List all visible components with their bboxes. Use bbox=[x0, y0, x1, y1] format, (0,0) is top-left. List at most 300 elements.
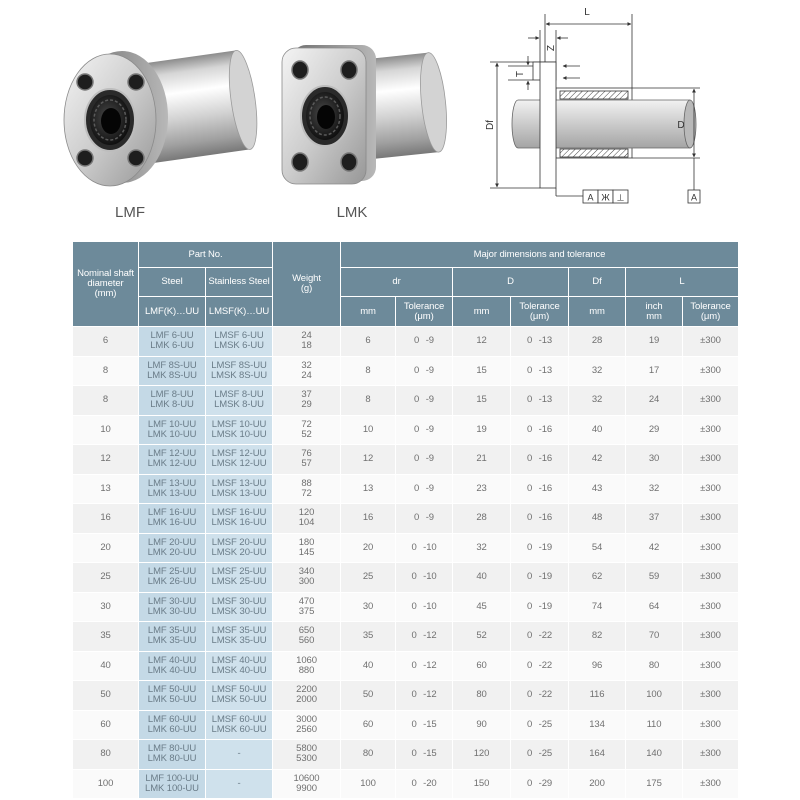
L-tolerance-cell: ±300 bbox=[683, 356, 739, 386]
header-major-dimensions: Major dimensions and tolerance bbox=[341, 242, 739, 268]
L-mm-cell: 42 bbox=[626, 533, 683, 563]
table-row bbox=[73, 651, 739, 681]
steel-part-lmf: LMF 16-UU bbox=[147, 507, 197, 519]
dr-mm-cell: 6 bbox=[341, 327, 396, 357]
D-tolerance-cell: 0 -29 bbox=[511, 769, 569, 799]
steel-part-cell bbox=[139, 386, 206, 416]
L-mm-cell: 64 bbox=[626, 592, 683, 622]
nominal-cell: 20 bbox=[73, 533, 139, 563]
steel-part-cell bbox=[139, 622, 206, 652]
stainless-part-lmsk: LMSK 8S-UU bbox=[211, 369, 268, 381]
header-D: D bbox=[453, 268, 569, 297]
product-figures bbox=[0, 0, 800, 236]
technical-drawing bbox=[485, 7, 700, 203]
lmk-bearing-image bbox=[282, 45, 451, 221]
weight-lmk: 9900 bbox=[296, 782, 317, 794]
stainless-part-lmsf: - bbox=[237, 748, 241, 760]
dr-mm-cell: 12 bbox=[341, 445, 396, 475]
Df-mm-cell: 62 bbox=[569, 563, 626, 593]
table-row bbox=[73, 533, 739, 563]
D-tolerance-cell: 0 -16 bbox=[511, 504, 569, 534]
stainless-part-lmsk: LMSK 30-UU bbox=[211, 605, 267, 617]
weight-lmf: 650 bbox=[298, 625, 315, 637]
L-tolerance-cell: ±300 bbox=[683, 474, 739, 504]
table-row bbox=[73, 622, 739, 652]
dr-tolerance-cell: 0 -9 bbox=[396, 504, 453, 534]
Df-mm-cell: 32 bbox=[569, 386, 626, 416]
table-row bbox=[73, 415, 739, 445]
steel-part-cell bbox=[139, 474, 206, 504]
D-tolerance-cell: 0 -16 bbox=[511, 474, 569, 504]
header-stainless-code: LMSF(K)…UU bbox=[206, 297, 273, 327]
stainless-part-cell bbox=[206, 651, 273, 681]
header-weight: Weight (g) bbox=[273, 242, 341, 327]
steel-part-cell bbox=[139, 740, 206, 770]
dr-tolerance-cell: 0 -9 bbox=[396, 415, 453, 445]
lmf-label: LMF bbox=[115, 204, 145, 221]
Df-mm-cell: 54 bbox=[569, 533, 626, 563]
lmk-mounting-hole bbox=[292, 153, 308, 171]
stainless-part-lmsk: LMSK 25-UU bbox=[211, 576, 267, 588]
D-tolerance-cell: 0 -19 bbox=[511, 592, 569, 622]
steel-part-lmf: LMF 8-UU bbox=[150, 389, 194, 401]
steel-part-lmf: LMF 20-UU bbox=[147, 536, 197, 548]
weight-lmk: 5300 bbox=[296, 753, 317, 765]
D-tolerance-cell: 0 -22 bbox=[511, 681, 569, 711]
table-row bbox=[73, 356, 739, 386]
dr-tolerance-cell: 0 -9 bbox=[396, 386, 453, 416]
stainless-part-lmsk: LMSK 8-UU bbox=[214, 399, 264, 411]
weight-lmf: 120 bbox=[298, 507, 315, 519]
weight-cell bbox=[273, 769, 341, 799]
Df-mm-cell: 82 bbox=[569, 622, 626, 652]
stainless-part-cell bbox=[206, 681, 273, 711]
header-steel-code: LMF(K)…UU bbox=[139, 297, 206, 327]
Df-mm-cell: 40 bbox=[569, 415, 626, 445]
L-mm-cell: 17 bbox=[626, 356, 683, 386]
D-tolerance-cell: 0 -16 bbox=[511, 415, 569, 445]
label-Df: Df bbox=[485, 120, 496, 130]
dr-tolerance-cell: 0 -9 bbox=[396, 445, 453, 475]
steel-part-cell bbox=[139, 504, 206, 534]
D-mm-cell: 90 bbox=[453, 710, 511, 740]
steel-part-lmk: LMK 12-UU bbox=[147, 458, 197, 470]
table-row bbox=[73, 563, 739, 593]
stainless-part-cell bbox=[206, 592, 273, 622]
D-mm-cell: 19 bbox=[453, 415, 511, 445]
steel-part-lmk: LMK 16-UU bbox=[147, 517, 197, 529]
stainless-part-lmsf: - bbox=[237, 777, 241, 789]
Df-mm-cell: 28 bbox=[569, 327, 626, 357]
nominal-cell: 8 bbox=[73, 356, 139, 386]
steel-part-lmf: LMF 30-UU bbox=[147, 595, 197, 607]
steel-part-lmf: LMF 12-UU bbox=[147, 448, 197, 460]
weight-cell bbox=[273, 327, 341, 357]
L-mm-cell: 30 bbox=[626, 445, 683, 475]
weight-cell bbox=[273, 681, 341, 711]
dr-mm-cell: 60 bbox=[341, 710, 396, 740]
D-mm-cell: 52 bbox=[453, 622, 511, 652]
header-D-tolerance: Tolerance (μm) bbox=[511, 297, 569, 327]
D-tolerance-cell: 0 -19 bbox=[511, 563, 569, 593]
stainless-part-lmsf: LMSF 20-UU bbox=[211, 536, 267, 548]
D-mm-cell: 23 bbox=[453, 474, 511, 504]
stainless-part-lmsf: LMSF 25-UU bbox=[211, 566, 267, 578]
dr-tolerance-cell: 0 -10 bbox=[396, 592, 453, 622]
stainless-part-cell bbox=[206, 563, 273, 593]
stainless-part-lmsk: LMSK 10-UU bbox=[211, 428, 267, 440]
L-mm-cell: 29 bbox=[626, 415, 683, 445]
table-row bbox=[73, 740, 739, 770]
dr-tolerance-cell: 0 -9 bbox=[396, 356, 453, 386]
frame-symbol: A bbox=[587, 192, 594, 203]
header-D-mm: mm bbox=[453, 297, 511, 327]
table-row bbox=[73, 386, 739, 416]
stainless-part-cell bbox=[206, 622, 273, 652]
D-tolerance-cell: 0 -19 bbox=[511, 533, 569, 563]
weight-cell bbox=[273, 356, 341, 386]
header-Df-mm: mm bbox=[569, 297, 626, 327]
steel-part-lmk: LMK 20-UU bbox=[147, 546, 197, 558]
spec-table bbox=[72, 241, 739, 799]
dr-mm-cell: 35 bbox=[341, 622, 396, 652]
steel-part-cell bbox=[139, 415, 206, 445]
weight-lmk: 52 bbox=[301, 428, 312, 440]
shaft bbox=[512, 100, 690, 148]
steel-part-lmk: LMK 8S-UU bbox=[147, 369, 197, 381]
L-tolerance-cell: ±300 bbox=[683, 710, 739, 740]
lmk-mounting-hole bbox=[341, 61, 357, 79]
weight-lmk: 29 bbox=[301, 399, 312, 411]
weight-lmk: 145 bbox=[298, 546, 315, 558]
stainless-part-lmsf: LMSF 40-UU bbox=[211, 654, 267, 666]
weight-lmk: 57 bbox=[301, 458, 312, 470]
nominal-cell: 80 bbox=[73, 740, 139, 770]
weight-cell bbox=[273, 710, 341, 740]
steel-part-lmk: LMK 80-UU bbox=[147, 753, 197, 765]
weight-cell bbox=[273, 651, 341, 681]
lmf-mounting-hole bbox=[77, 150, 93, 166]
datum-label: A bbox=[690, 192, 698, 203]
steel-part-lmk: LMK 10-UU bbox=[147, 428, 197, 440]
stainless-part-cell bbox=[206, 356, 273, 386]
Df-mm-cell: 48 bbox=[569, 504, 626, 534]
weight-cell bbox=[273, 740, 341, 770]
stainless-part-lmsk: LMSK 40-UU bbox=[211, 664, 267, 676]
nominal-cell: 16 bbox=[73, 504, 139, 534]
dr-tolerance-cell: 0 -12 bbox=[396, 622, 453, 652]
steel-part-lmk: LMK 8-UU bbox=[150, 399, 194, 411]
stainless-part-lmsk: LMSK 60-UU bbox=[211, 723, 267, 735]
D-mm-cell: 80 bbox=[453, 681, 511, 711]
label-T: T bbox=[515, 70, 526, 78]
steel-part-lmf: LMF 80-UU bbox=[147, 743, 197, 755]
steel-part-lmf: LMF 6-UU bbox=[150, 330, 194, 342]
stainless-part-lmsk: LMSK 12-UU bbox=[211, 458, 267, 470]
steel-part-lmf: LMF 50-UU bbox=[147, 684, 197, 696]
weight-lmf: 72 bbox=[301, 418, 312, 430]
weight-lmf: 3000 bbox=[296, 713, 317, 725]
header-dr-tolerance: Tolerance (μm) bbox=[396, 297, 453, 327]
Df-mm-cell: 74 bbox=[569, 592, 626, 622]
steel-part-cell bbox=[139, 681, 206, 711]
D-tolerance-cell: 0 -22 bbox=[511, 622, 569, 652]
header-row bbox=[73, 268, 739, 297]
L-mm-cell: 110 bbox=[626, 710, 683, 740]
steel-part-cell bbox=[139, 327, 206, 357]
L-mm-cell: 175 bbox=[626, 769, 683, 799]
dr-mm-cell: 25 bbox=[341, 563, 396, 593]
D-mm-cell: 45 bbox=[453, 592, 511, 622]
L-tolerance-cell: ±300 bbox=[683, 769, 739, 799]
L-tolerance-cell: ±300 bbox=[683, 740, 739, 770]
weight-lmf: 340 bbox=[298, 566, 315, 578]
L-tolerance-cell: ±300 bbox=[683, 533, 739, 563]
steel-part-lmk: LMK 35-UU bbox=[147, 635, 197, 647]
D-mm-cell: 150 bbox=[453, 769, 511, 799]
lmk-mounting-hole bbox=[341, 153, 357, 171]
weight-lmf: 88 bbox=[301, 477, 312, 489]
steel-part-lmk: LMK 50-UU bbox=[147, 694, 197, 706]
stainless-part-lmsf: LMSF 16-UU bbox=[211, 507, 267, 519]
header-row bbox=[73, 242, 739, 268]
weight-lmk: 104 bbox=[298, 517, 315, 529]
steel-part-cell bbox=[139, 710, 206, 740]
dr-tolerance-cell: 0 -12 bbox=[396, 681, 453, 711]
weight-lmf: 5800 bbox=[296, 743, 317, 755]
dr-tolerance-cell: 0 -12 bbox=[396, 651, 453, 681]
table-row bbox=[73, 445, 739, 475]
weight-lmk: 880 bbox=[298, 664, 315, 676]
stainless-part-cell bbox=[206, 386, 273, 416]
nominal-cell: 40 bbox=[73, 651, 139, 681]
dr-mm-cell: 50 bbox=[341, 681, 396, 711]
label-L: L bbox=[584, 7, 590, 18]
steel-part-lmf: LMF 10-UU bbox=[147, 418, 197, 430]
L-mm-cell: 37 bbox=[626, 504, 683, 534]
dr-mm-cell: 13 bbox=[341, 474, 396, 504]
L-tolerance-cell: ±300 bbox=[683, 681, 739, 711]
weight-lmf: 2200 bbox=[296, 684, 317, 696]
Df-mm-cell: 32 bbox=[569, 356, 626, 386]
lmf-bore bbox=[85, 89, 135, 151]
L-tolerance-cell: ±300 bbox=[683, 386, 739, 416]
steel-part-lmf: LMF 8S-UU bbox=[147, 359, 197, 371]
stainless-part-lmsf: LMSF 13-UU bbox=[211, 477, 267, 489]
L-tolerance-cell: ±300 bbox=[683, 445, 739, 475]
L-mm-cell: 80 bbox=[626, 651, 683, 681]
header-part-no: Part No. bbox=[139, 242, 273, 268]
weight-cell bbox=[273, 622, 341, 652]
D-mm-cell: 12 bbox=[453, 327, 511, 357]
D-tolerance-cell: 0 -22 bbox=[511, 651, 569, 681]
D-tolerance-cell: 0 -13 bbox=[511, 386, 569, 416]
Df-mm-cell: 96 bbox=[569, 651, 626, 681]
steel-part-cell bbox=[139, 445, 206, 475]
stainless-part-lmsk: LMSK 16-UU bbox=[211, 517, 267, 529]
L-tolerance-cell: ±300 bbox=[683, 563, 739, 593]
lmf-bearing-image bbox=[64, 49, 262, 221]
frame-symbol: ⊥ bbox=[616, 192, 625, 203]
nominal-cell: 50 bbox=[73, 681, 139, 711]
nominal-cell: 13 bbox=[73, 474, 139, 504]
stainless-part-lmsk: LMSK 20-UU bbox=[211, 546, 267, 558]
Df-mm-cell: 116 bbox=[569, 681, 626, 711]
stainless-part-cell bbox=[206, 710, 273, 740]
table-row bbox=[73, 474, 739, 504]
stainless-part-lmsf: LMSF 30-UU bbox=[211, 595, 267, 607]
steel-part-cell bbox=[139, 563, 206, 593]
steel-part-lmf: LMF 25-UU bbox=[147, 566, 197, 578]
L-tolerance-cell: ±300 bbox=[683, 504, 739, 534]
header-L-tolerance: Tolerance (μm) bbox=[683, 297, 739, 327]
lmk-bore bbox=[301, 86, 349, 146]
Df-mm-cell: 42 bbox=[569, 445, 626, 475]
steel-part-lmf: LMF 100-UU bbox=[145, 772, 199, 784]
stainless-part-cell bbox=[206, 474, 273, 504]
stainless-part-lmsf: LMSF 50-UU bbox=[211, 684, 267, 696]
nominal-cell: 30 bbox=[73, 592, 139, 622]
nominal-cell: 6 bbox=[73, 327, 139, 357]
stainless-part-lmsk: LMSK 13-UU bbox=[211, 487, 267, 499]
dr-tolerance-cell: 0 -20 bbox=[396, 769, 453, 799]
weight-lmk: 2000 bbox=[296, 694, 317, 706]
dr-mm-cell: 20 bbox=[341, 533, 396, 563]
header-Df: Df bbox=[569, 268, 626, 297]
weight-lmk: 560 bbox=[298, 635, 315, 647]
weight-cell bbox=[273, 563, 341, 593]
dr-mm-cell: 8 bbox=[341, 386, 396, 416]
nominal-cell: 60 bbox=[73, 710, 139, 740]
frame-symbol: Ж bbox=[601, 192, 610, 203]
nominal-cell: 8 bbox=[73, 386, 139, 416]
weight-lmf: 10600 bbox=[293, 772, 320, 784]
steel-part-lmk: LMK 13-UU bbox=[147, 487, 197, 499]
table-row bbox=[73, 710, 739, 740]
nominal-cell: 35 bbox=[73, 622, 139, 652]
weight-lmk: 72 bbox=[301, 487, 312, 499]
table-row bbox=[73, 504, 739, 534]
weight-lmk: 2560 bbox=[296, 723, 317, 735]
D-mm-cell: 21 bbox=[453, 445, 511, 475]
ball-row-bottom bbox=[560, 149, 628, 157]
Df-mm-cell: 164 bbox=[569, 740, 626, 770]
Df-mm-cell: 200 bbox=[569, 769, 626, 799]
lmf-mounting-hole bbox=[128, 74, 144, 90]
weight-lmk: 300 bbox=[298, 576, 315, 588]
D-mm-cell: 32 bbox=[453, 533, 511, 563]
dr-mm-cell: 8 bbox=[341, 356, 396, 386]
dr-tolerance-cell: 0 -10 bbox=[396, 563, 453, 593]
stainless-part-lmsf: LMSF 10-UU bbox=[211, 418, 267, 430]
L-mm-cell: 59 bbox=[626, 563, 683, 593]
stainless-part-cell bbox=[206, 740, 273, 770]
stainless-part-cell bbox=[206, 445, 273, 475]
dr-mm-cell: 100 bbox=[341, 769, 396, 799]
header-dr-mm: mm bbox=[341, 297, 396, 327]
stainless-part-lmsf: LMSF 12-UU bbox=[211, 448, 267, 460]
dr-mm-cell: 10 bbox=[341, 415, 396, 445]
dr-tolerance-cell: 0 -15 bbox=[396, 710, 453, 740]
stainless-part-lmsk: LMSK 50-UU bbox=[211, 694, 267, 706]
table-row bbox=[73, 769, 739, 799]
D-mm-cell: 40 bbox=[453, 563, 511, 593]
weight-cell bbox=[273, 415, 341, 445]
nominal-cell: 100 bbox=[73, 769, 139, 799]
stainless-part-cell bbox=[206, 769, 273, 799]
stainless-part-lmsf: LMSF 6-UU bbox=[214, 330, 264, 342]
weight-cell bbox=[273, 445, 341, 475]
weight-lmk: 375 bbox=[298, 605, 315, 617]
L-mm-cell: 70 bbox=[626, 622, 683, 652]
stainless-part-cell bbox=[206, 415, 273, 445]
weight-lmf: 24 bbox=[301, 330, 312, 342]
dr-tolerance-cell: 0 -9 bbox=[396, 474, 453, 504]
weight-lmk: 24 bbox=[301, 369, 312, 381]
steel-part-cell bbox=[139, 651, 206, 681]
weight-cell bbox=[273, 592, 341, 622]
dr-tolerance-cell: 0 -9 bbox=[396, 327, 453, 357]
D-tolerance-cell: 0 -13 bbox=[511, 356, 569, 386]
header-stainless: Stainless Steel bbox=[206, 268, 273, 297]
D-tolerance-cell: 0 -13 bbox=[511, 327, 569, 357]
steel-part-lmk: LMK 26-UU bbox=[147, 576, 197, 588]
lmk-label: LMK bbox=[336, 204, 368, 221]
stainless-part-lmsf: LMSF 8S-UU bbox=[211, 359, 267, 371]
dr-mm-cell: 16 bbox=[341, 504, 396, 534]
D-mm-cell: 28 bbox=[453, 504, 511, 534]
steel-part-lmk: LMK 100-UU bbox=[145, 782, 199, 794]
lmf-mounting-hole bbox=[77, 74, 93, 90]
stainless-part-lmsk: LMSK 35-UU bbox=[211, 635, 267, 647]
D-tolerance-cell: 0 -25 bbox=[511, 710, 569, 740]
label-Z: Z bbox=[546, 44, 557, 52]
header-row bbox=[73, 297, 739, 327]
L-mm-cell: 32 bbox=[626, 474, 683, 504]
table-row bbox=[73, 327, 739, 357]
dr-tolerance-cell: 0 -15 bbox=[396, 740, 453, 770]
weight-lmk: 18 bbox=[301, 340, 312, 352]
steel-part-lmk: LMK 60-UU bbox=[147, 723, 197, 735]
weight-lmf: 37 bbox=[301, 389, 312, 401]
steel-part-lmf: LMF 60-UU bbox=[147, 713, 197, 725]
steel-part-lmf: LMF 13-UU bbox=[147, 477, 197, 489]
L-mm-cell: 19 bbox=[626, 327, 683, 357]
lmf-mounting-hole bbox=[128, 150, 144, 166]
D-mm-cell: 60 bbox=[453, 651, 511, 681]
weight-cell bbox=[273, 504, 341, 534]
header-L: L bbox=[626, 268, 739, 297]
weight-lmf: 180 bbox=[298, 536, 315, 548]
L-tolerance-cell: ±300 bbox=[683, 327, 739, 357]
weight-cell bbox=[273, 533, 341, 563]
steel-part-cell bbox=[139, 533, 206, 563]
D-mm-cell: 120 bbox=[453, 740, 511, 770]
D-tolerance-cell: 0 -16 bbox=[511, 445, 569, 475]
D-tolerance-cell: 0 -25 bbox=[511, 740, 569, 770]
dr-tolerance-cell: 0 -10 bbox=[396, 533, 453, 563]
L-mm-cell: 100 bbox=[626, 681, 683, 711]
steel-part-cell bbox=[139, 592, 206, 622]
L-tolerance-cell: ±300 bbox=[683, 415, 739, 445]
ball-row-top bbox=[560, 91, 628, 99]
flange-section bbox=[540, 62, 556, 188]
L-mm-cell: 24 bbox=[626, 386, 683, 416]
table-row bbox=[73, 681, 739, 711]
steel-part-lmk: LMK 6-UU bbox=[150, 340, 194, 352]
stainless-part-lmsf: LMSF 8-UU bbox=[214, 389, 264, 401]
steel-part-lmf: LMF 40-UU bbox=[147, 654, 197, 666]
